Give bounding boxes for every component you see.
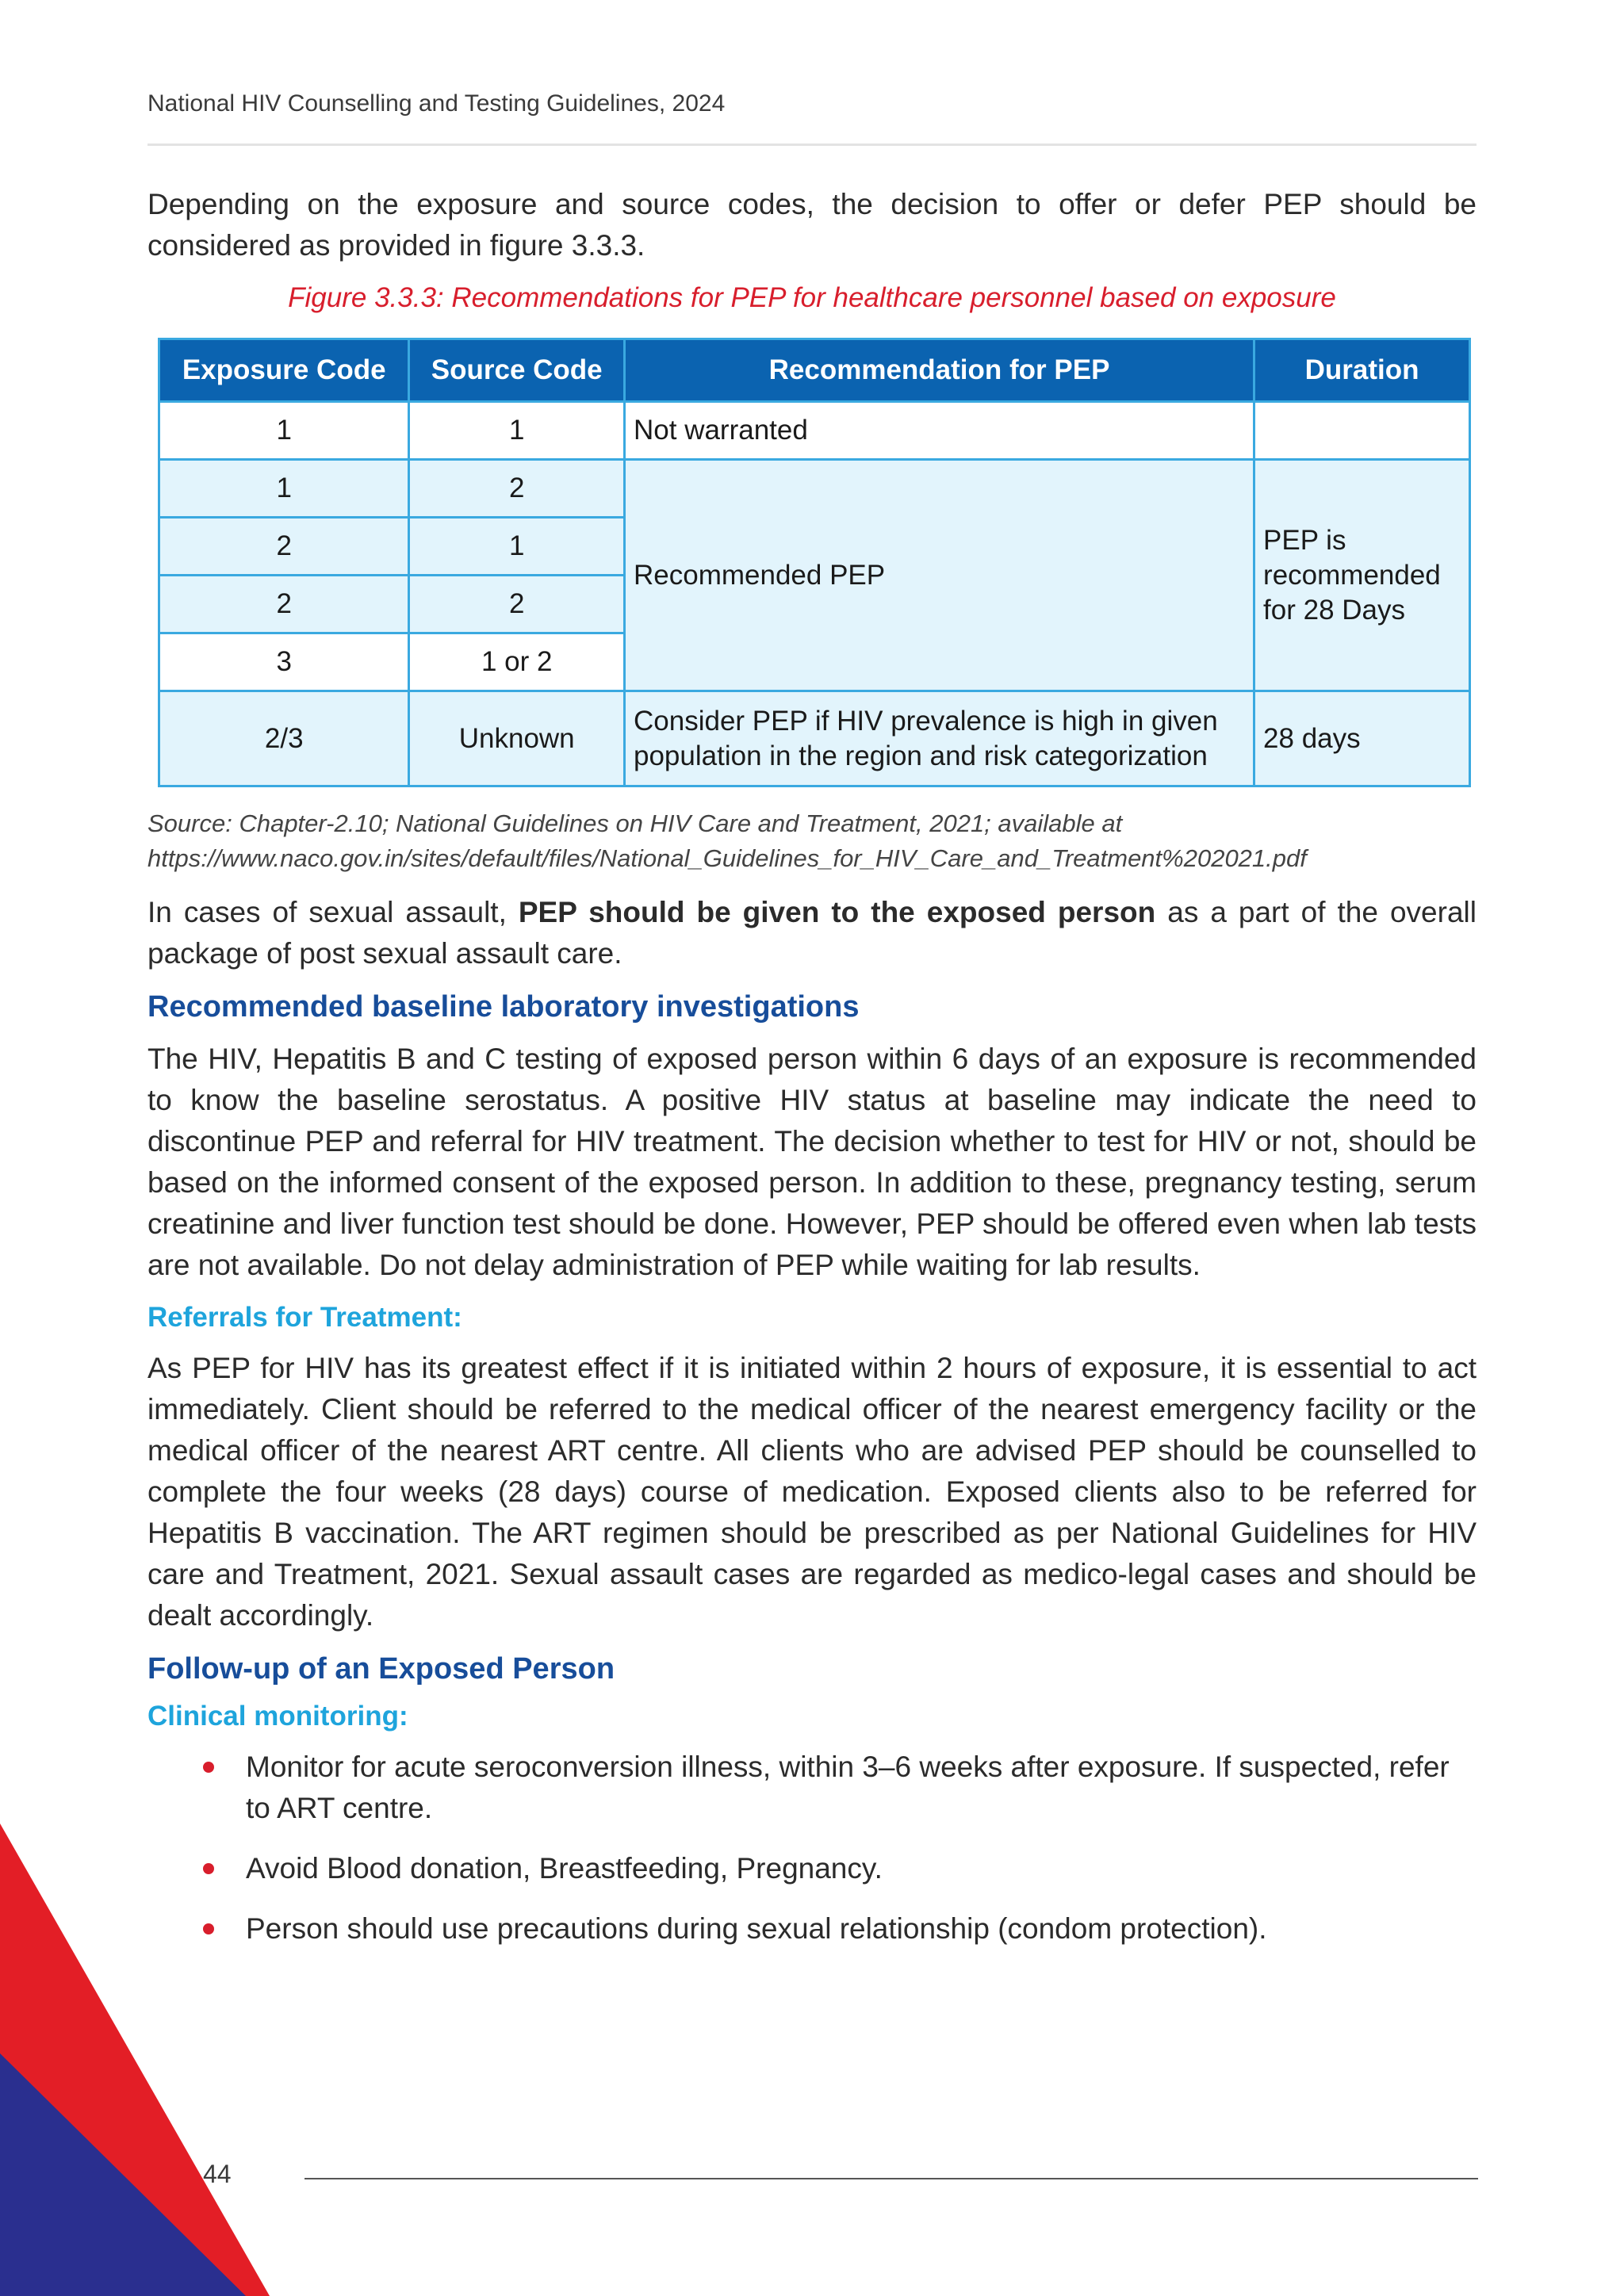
baseline-paragraph: The HIV, Hepatitis B and C testing of exposed person within 6 days of an exposure is recommended to know the baseline serostatus. A positive HIV status at baseline may indicate the need to discontinue PEP and referral for HIV treatment. The decision whether to test for HIV or not, should be based on the informed consent of the exposed person. In addition to these, pregnancy testing, serum creatinine and liver function test should be done. However, PEP should be offered even when lab tests are not available. Do not delay administration of PEP while waiting for lab results. bbox=[147, 1043, 1477, 1281]
followup-heading: Follow-up of an Exposed Person bbox=[147, 1652, 615, 1686]
source-code-cell: 1 bbox=[409, 402, 625, 460]
list-item-text: Person should use precautions during sexual relationship (condom protection). bbox=[246, 1912, 1267, 1945]
exposure-code-cell: 2 bbox=[159, 576, 409, 633]
table-header-row bbox=[159, 339, 1470, 402]
recommendation-cell: Not warranted bbox=[625, 402, 1254, 460]
running-header: National HIV Counselling and Testing Guidelines, 2024 bbox=[147, 90, 726, 117]
table-row bbox=[159, 402, 1470, 460]
duration-cell bbox=[1254, 402, 1470, 460]
header-divider bbox=[147, 144, 1477, 146]
duration-cell: 28 days bbox=[1254, 691, 1470, 786]
recommendation-cell-merged: Recommended PEP bbox=[625, 460, 1254, 691]
exposure-code-cell: 1 bbox=[159, 460, 409, 518]
page-content bbox=[147, 184, 1477, 1969]
bullet-icon bbox=[203, 1762, 214, 1773]
source-code-cell: 1 or 2 bbox=[409, 633, 625, 691]
assault-text-bold: PEP should be given to the exposed person bbox=[518, 896, 1156, 928]
exposure-code-cell: 2/3 bbox=[159, 691, 409, 786]
source-code-cell: 2 bbox=[409, 460, 625, 518]
table-row bbox=[159, 460, 1470, 518]
source-code-cell: 1 bbox=[409, 518, 625, 576]
pep-recommendation-table bbox=[158, 338, 1471, 787]
list-item-text: Avoid Blood donation, Breastfeeding, Pregnancy. bbox=[246, 1852, 883, 1885]
intro-paragraph: Depending on the exposure and source codes, the decision to offer or defer PEP should be considered as provided in figure 3.3.3. bbox=[147, 188, 1477, 262]
figure-caption: Figure 3.3.3: Recommendations for PEP for healthcare personnel based on exposure bbox=[288, 282, 1336, 313]
duration-cell-merged: PEP is recommended for 28 Days bbox=[1254, 460, 1470, 691]
assault-text-after: as a part of the overall package of post sexual assault care. bbox=[147, 896, 1477, 970]
assault-text-before: In cases of sexual assault, bbox=[147, 896, 519, 928]
source-code-cell: 2 bbox=[409, 576, 625, 633]
list-item bbox=[246, 1908, 1477, 1950]
exposure-code-cell: 2 bbox=[159, 518, 409, 576]
page-number: 44 bbox=[203, 2160, 232, 2188]
figure-source-note: Source: Chapter-2.10; National Guidelines on HIV Care and Treatment, 2021; available at https://www.naco.gov.in/sites/default/files/National_Guidelines_for_HIV_Care_and_Treatment%202021.pdf bbox=[147, 809, 1307, 872]
column-header-exposure-code: Exposure Code bbox=[159, 339, 409, 402]
referrals-paragraph: As PEP for HIV has its greatest effect if it is initiated within 2 hours of exposure, it is essential to act immediately. Client should be referred to the medical officer of the nearest emergency facility or the medical officer of the nearest ART centre. All clients who are advised PEP should be counselled to complete the four weeks (28 days) course of medication. Exposed clients also to be referred for Hepatitis B vaccination. The ART regimen should be prescribed as per National Guidelines for HIV care and Treatment, 2021. Sexual assault cases are regarded as medico-legal cases and should be dealt accordingly. bbox=[147, 1352, 1477, 1632]
exposure-code-cell: 1 bbox=[159, 402, 409, 460]
list-item bbox=[246, 1747, 1477, 1829]
corner-decoration bbox=[0, 1823, 270, 2296]
column-header-recommendation: Recommendation for PEP bbox=[625, 339, 1254, 402]
table-row bbox=[159, 691, 1470, 786]
clinical-monitoring-list bbox=[147, 1747, 1477, 1950]
column-header-source-code: Source Code bbox=[409, 339, 625, 402]
exposure-code-cell: 3 bbox=[159, 633, 409, 691]
clinical-monitoring-heading: Clinical monitoring: bbox=[147, 1701, 408, 1732]
list-item bbox=[246, 1848, 1477, 1889]
baseline-heading: Recommended baseline laboratory investigations bbox=[147, 990, 860, 1024]
recommendation-cell: Consider PEP if HIV prevalence is high in given population in the region and risk categorization bbox=[625, 691, 1254, 786]
footer-divider bbox=[304, 2178, 1478, 2179]
list-item-text: Monitor for acute seroconversion illness, within 3–6 weeks after exposure. If suspected, refer to ART centre. bbox=[246, 1751, 1450, 1824]
column-header-duration: Duration bbox=[1254, 339, 1470, 402]
source-code-cell: Unknown bbox=[409, 691, 625, 786]
referrals-heading: Referrals for Treatment: bbox=[147, 1302, 462, 1333]
sexual-assault-paragraph bbox=[147, 892, 1477, 974]
